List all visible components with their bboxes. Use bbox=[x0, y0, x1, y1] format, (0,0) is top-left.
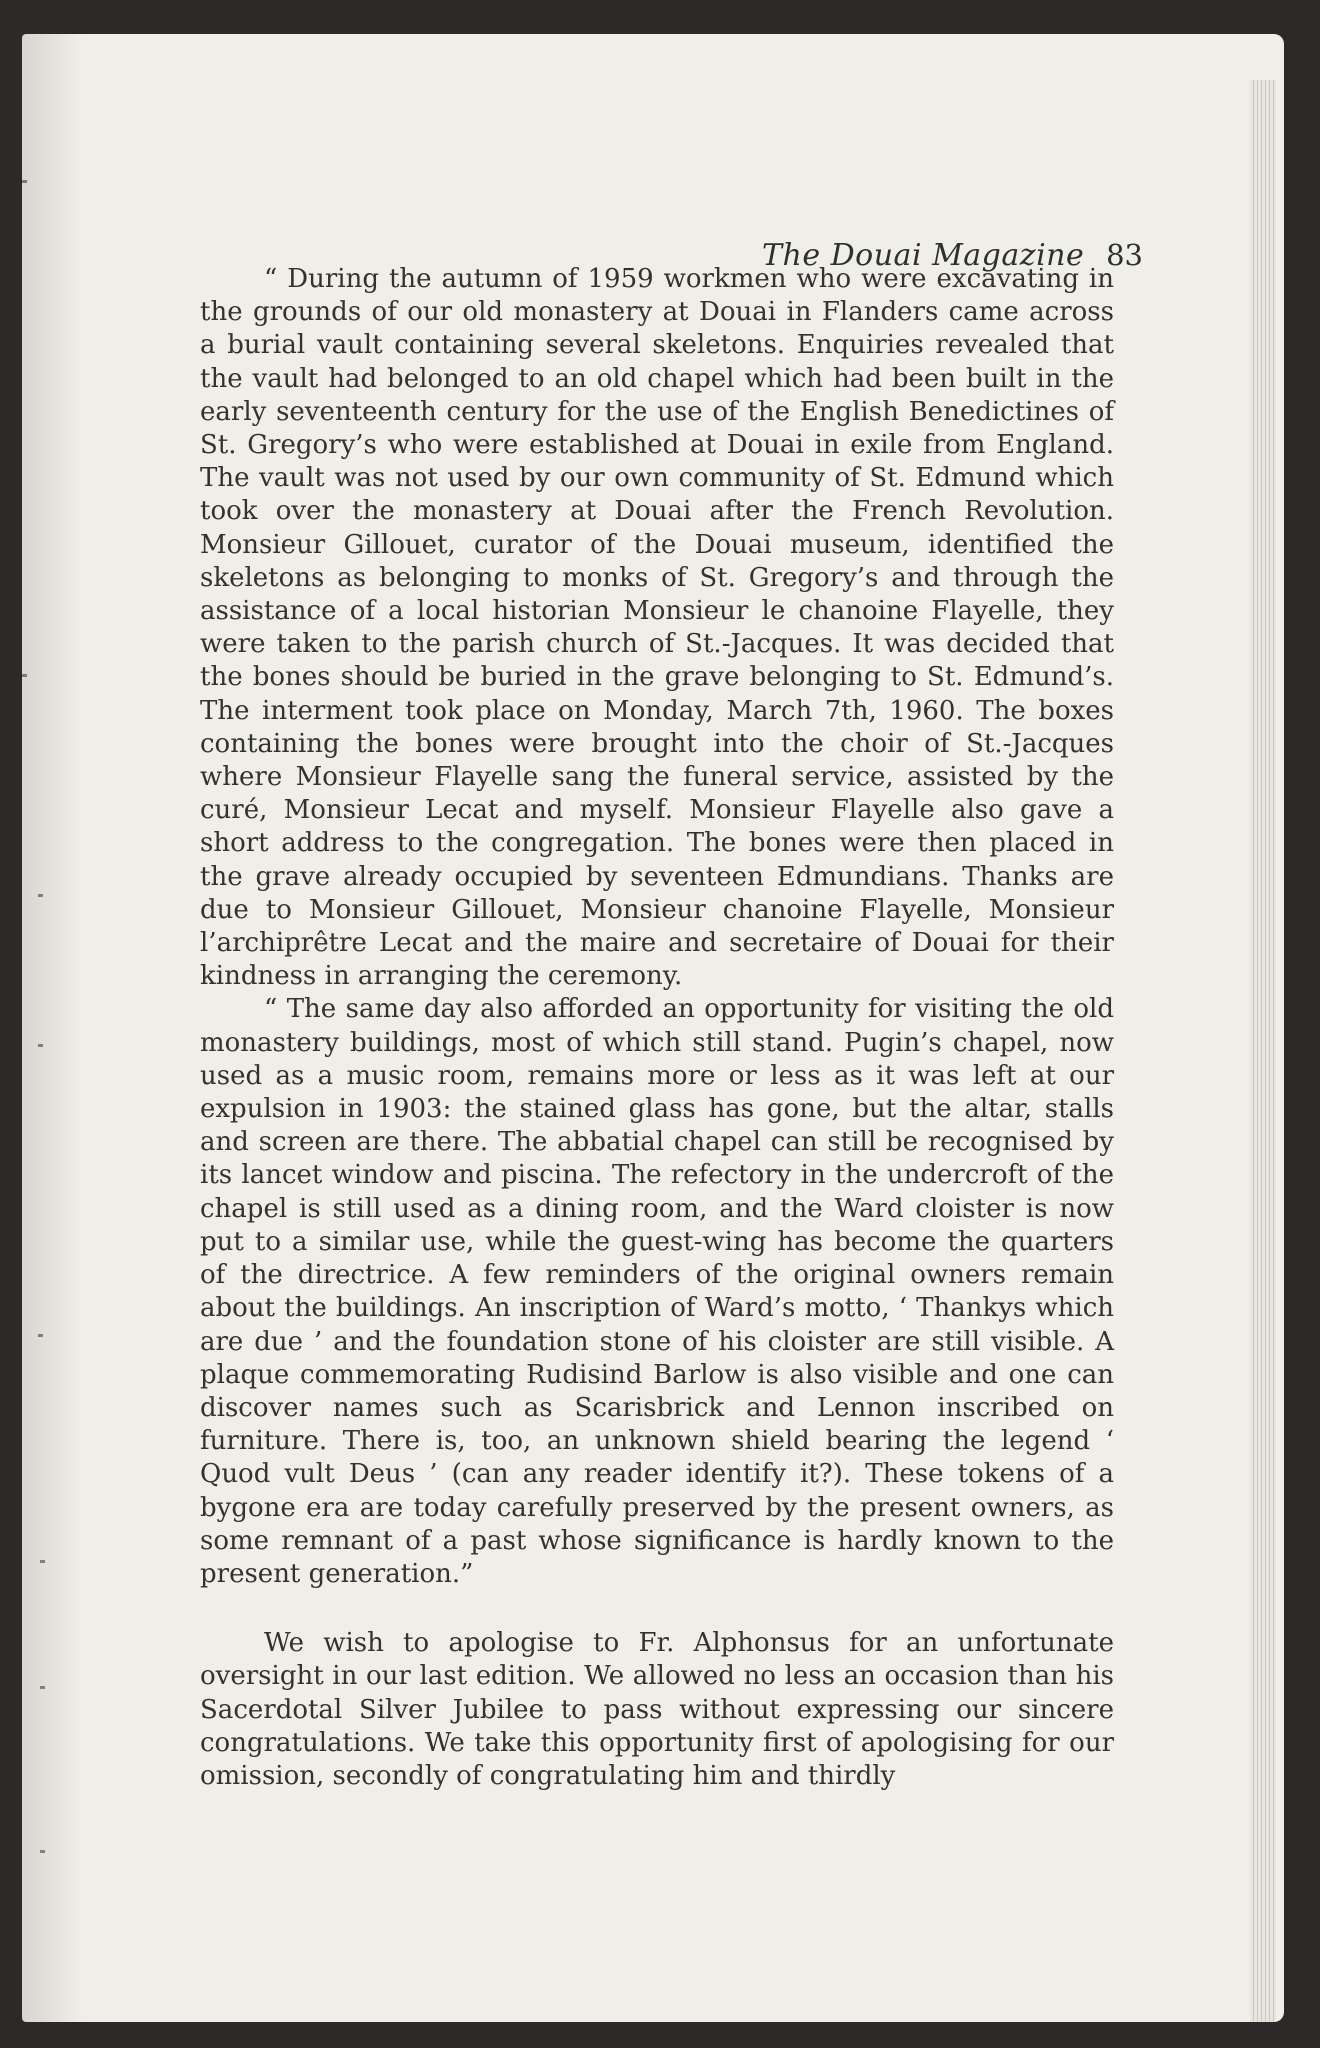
page-edge-stack bbox=[1250, 80, 1276, 2022]
paragraph-apology: We wish to apologise to Fr. Alphonsus for an unfortunate oversight in our last edition. We allowed no less an occasion than his Sacerdotal Silver Jubilee to pass without expressing our sincere congratulations. We take this opportunity first of apologising for our omission, secondly of congratulating him and thirdly bbox=[200, 1628, 1114, 1791]
running-title: The Douai Magazine bbox=[762, 238, 1085, 273]
paragraph-vault-discovery: “ During the autumn of 1959 workmen who were excavating in the grounds of our old monastery at Douai in Flanders came across a burial vault containing several skeletons. Enquiries revealed that the vault had belonged to an old chapel which had been built in the early seventeenth century for the use of the English Benedictines of St. Gregory’s who were established at Douai in exile from England. The vault was not used by our own community of St. Edmund which took over the monastery at Douai after the French Revolution. Monsieur Gillouet, curator of the Douai museum, identified the skeletons as belonging to monks of St. Gregory’s and through the assistance of a local historian Monsieur le chanoine Flayelle, they were taken to the parish church of St.-Jacques. It was decided that the bones should be buried in the grave belonging to St. Edmund’s. The interment took place on Monday, March 7th, 1960. The boxes containing the bones were brought into the choir of St.-Jacques where Monsieur Flayelle sang the funeral service, assisted by the curé, Monsieur Lecat and myself. Monsieur Flayelle also gave a short address to the congregation. The bones were then placed in the grave already occupied by seventeen Edmundians. Thanks are due to Monsieur Gillouet, Monsieur chanoine Flayelle, Monsieur l’archiprêtre Lecat and the maire and secretaire of Douai for their kindness in arranging the ceremony. bbox=[200, 264, 1114, 992]
paragraph-monastery-visit: “ The same day also afforded an opportunity for visiting the old monastery buildings, most of which still stand. Pugin’s chapel, now used as a music room, remains more or less as it was left at our expulsion in 1903: the stained glass has gone, but the altar, stalls and screen are there. The abbatial chapel can still be recognised by its lancet window and piscina. The refectory in the undercroft of the chapel is still used as a dining room, and the Ward cloister is now put to a similar use, while the guest-wing has become the quarters of the directrice. A few reminders of the original owners remain about the buildings. An inscription of Ward’s motto, ‘ Thankys which are due ’ and the foundation stone of his cloister are still visible. A plaque commemorating Rudisind Barlow is also visible and one can discover names such as Scarisbrick and Lennon inscribed on furniture. There is, too, an unknown shield bearing the legend ‘ Quod vult Deus ’ (can any reader identify it?). These tokens of a bygone era are today carefully preserved by the present owners, as some remnant of a past whose significance is hardly known to the present generation.” bbox=[200, 994, 1114, 1589]
page-number: 83 bbox=[1106, 238, 1143, 272]
body-text bbox=[200, 263, 1114, 1793]
gutter-shadow bbox=[22, 34, 82, 2022]
